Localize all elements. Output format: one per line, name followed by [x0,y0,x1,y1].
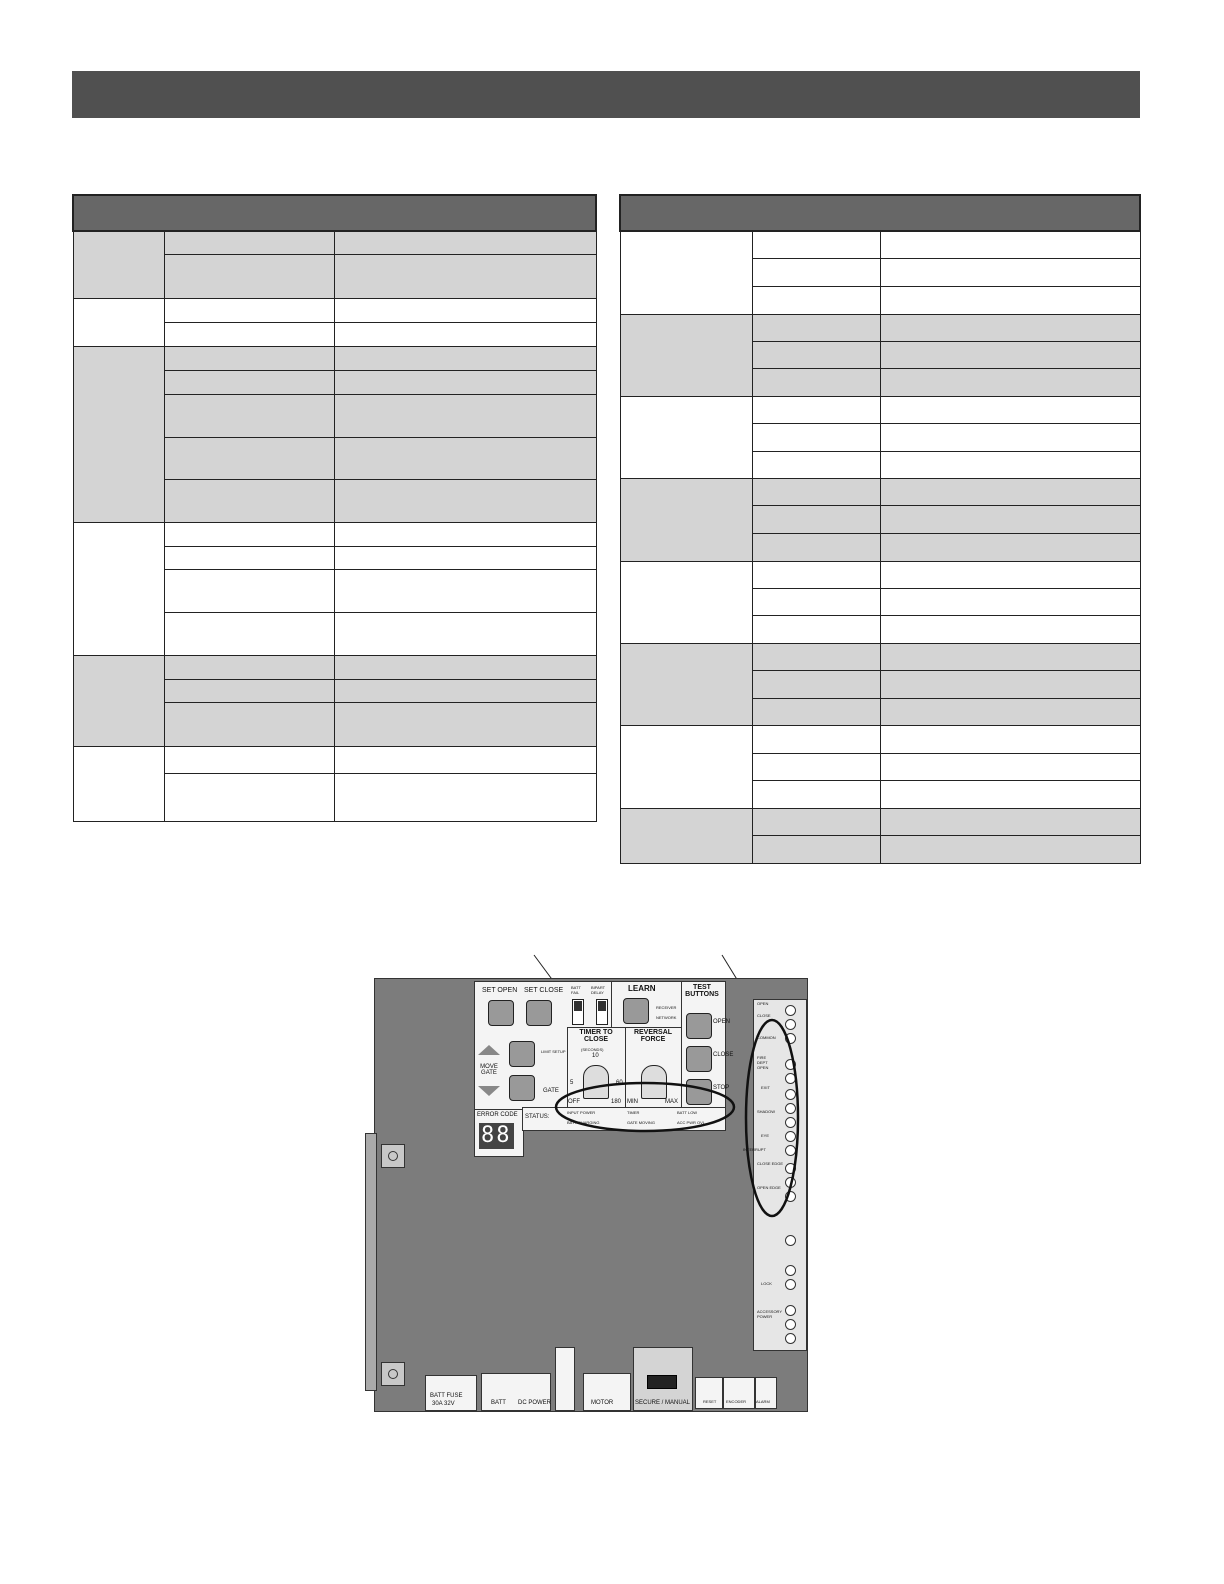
status-acc-pwr-ovl: ACC PWR OVL [677,1120,706,1125]
term-open-label: OPEN [757,1001,769,1006]
motor-label: MOTOR [591,1400,614,1406]
term-exit-label: EXIT [761,1085,770,1090]
term-eye-label: EYE [761,1133,770,1138]
rf-min-label: MIN [627,1099,638,1105]
test-open-label: OPEN [713,1019,731,1025]
timer-right-label: 60 [616,1080,623,1086]
encoder-label: ENCODER [726,1399,747,1404]
reversal-force-label: REVERSAL FORCE [633,1029,673,1043]
status-label: STATUS: [525,1114,550,1120]
error-code-display: 88 [481,1123,512,1148]
term-close-edge-label: CLOSE EDGE [757,1161,784,1166]
timer-seconds-label: (SECONDS) [581,1047,604,1052]
term-lock-label: LOCK [761,1281,772,1286]
status-batt-low: BATT LOW [677,1110,698,1115]
limit-setup-label: LIMIT SETUP [541,1049,566,1054]
timer-off-label: OFF [568,1099,580,1105]
term-interrupt-label: INTERRUPT [743,1147,766,1152]
alarm-label: ALARM [756,1399,770,1404]
timer-max-label: 180 [611,1099,622,1105]
rf-max-label: MAX [665,1099,679,1105]
receiver-label: RECEIVER [656,1005,677,1010]
error-code-label: ERROR CODE [477,1112,518,1118]
dc-power-label: DC POWER [518,1400,551,1406]
learn-label: LEARN [628,984,656,993]
status-input-power: INPUT POWER [567,1110,596,1115]
status-timer: TIMER [627,1110,640,1115]
term-close-label: CLOSE [757,1013,771,1018]
test-close-label: CLOSE [713,1052,734,1058]
test-stop-label: STOP [713,1085,730,1091]
move-gate-label: MOVE GATE [480,1064,498,1076]
reset-label: RESET [703,1399,717,1404]
test-buttons-label: TEST BUTTONS [685,984,719,998]
batt-fail-label: BATT FAIL [571,985,581,995]
term-shadow-label: SHADOW [757,1109,775,1114]
secure-manual-label: SECURE / MANUAL [635,1400,691,1406]
term-fire-dept-label: FIRE DEPT OPEN [757,1055,769,1070]
set-open-label: SET OPEN [482,987,518,994]
gate-label: GATE [543,1088,559,1094]
network-label: NETWORK [656,1015,677,1020]
status-batt-charging: BATT CHARGING [567,1120,600,1125]
bipart-delay-label: BIPART DELAY [591,985,606,995]
set-close-label: SET CLOSE [524,987,564,994]
term-common-label: COMMON [757,1035,776,1040]
fuse-rating-label: 30A 32V [432,1401,455,1407]
batt-label: BATT [491,1400,506,1406]
status-gate-moving: GATE MOVING [627,1120,655,1125]
batt-fuse-label: BATT FUSE [430,1393,463,1399]
timer-mid-label: 10 [592,1053,599,1059]
timer-left-label: 5 [570,1080,574,1086]
timer-to-close-label: TIMER TO CLOSE [579,1029,613,1043]
term-open-edge-label: OPEN EDGE [757,1185,781,1190]
term-accessory-power-label: ACCESSORY POWER [757,1309,782,1319]
